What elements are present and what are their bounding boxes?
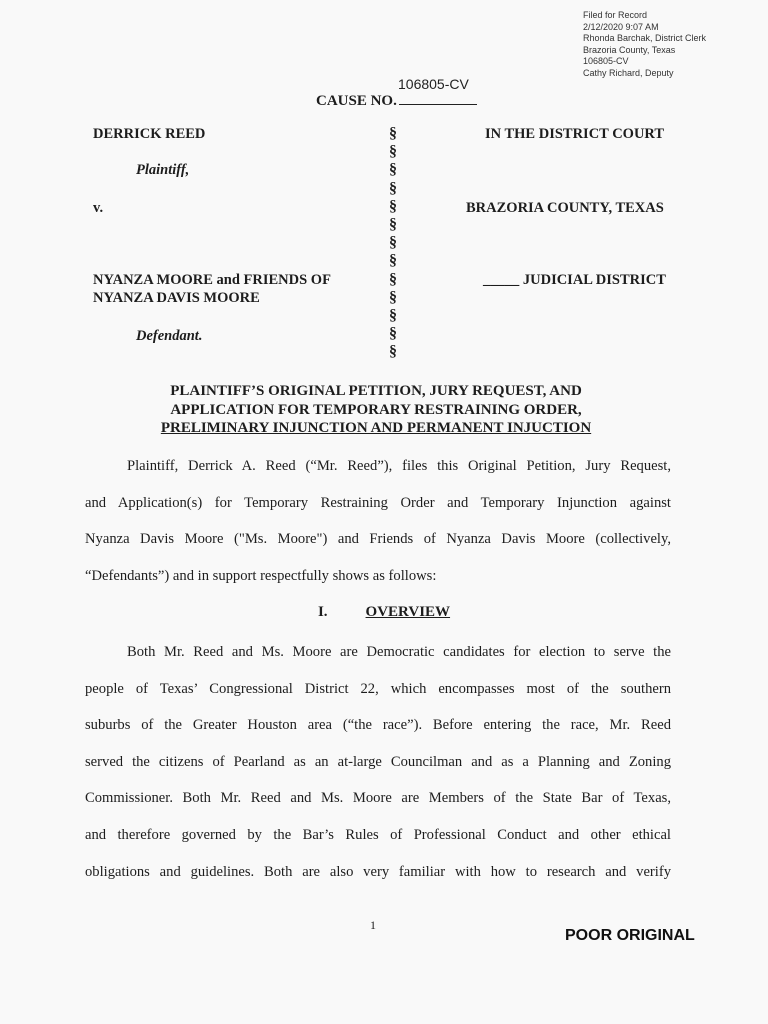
filing-stamp: [583, 10, 706, 79]
cause-label: CAUSE NO.: [316, 93, 397, 109]
defendant-line-2: NYANZA DAVIS MOORE: [93, 290, 260, 306]
defendant-line-1: NYANZA MOORE and FRIENDS OF: [93, 272, 331, 288]
paragraph-line: suburbs of the Greater Houston area (“the race”). Before entering the race, Mr. Reed: [85, 717, 671, 734]
section-symbol: §: [389, 270, 397, 288]
judicial-district: [483, 272, 666, 289]
section-symbol: §: [389, 161, 397, 179]
defendant-role: Defendant.: [136, 328, 203, 344]
section-heading-overview: [0, 604, 768, 621]
intro-paragraph: [85, 448, 671, 594]
section-symbol: §: [389, 343, 397, 361]
paragraph-line: obligations and guidelines. Both are also very familiar with how to research and verify: [85, 863, 671, 880]
county-name: BRAZORIA COUNTY, TEXAS: [466, 200, 664, 216]
paragraph-line: and Application(s) for Temporary Restraining Order and Temporary Injunction against: [85, 494, 671, 511]
section-symbol: §: [389, 125, 397, 142]
paragraph-line: people of Texas’ Congressional District 22, which encompasses most of the southern: [85, 680, 671, 697]
title-line-2: APPLICATION FOR TEMPORARY RESTRAINING ORDER,: [170, 401, 582, 418]
district-blank: _____: [483, 272, 520, 288]
title-line-1: PLAINTIFF’S ORIGINAL PETITION, JURY REQUEST, AND: [170, 383, 582, 399]
section-title: OVERVIEW: [365, 604, 451, 620]
section-symbol: §: [389, 215, 397, 233]
section-symbol: §: [389, 288, 397, 306]
section-symbol: §: [389, 325, 397, 343]
section-symbol: §: [389, 306, 397, 324]
section-symbol: §: [389, 179, 397, 197]
district-label: JUDICIAL DISTRICT: [522, 272, 666, 288]
section-symbol: §: [389, 252, 397, 270]
paragraph-line: Nyanza Davis Moore ("Ms. Moore") and Friends of Nyanza Davis Moore (collectively,: [85, 531, 671, 548]
plaintiff-name: DERRICK REED: [93, 126, 206, 142]
cause-label-line: [316, 91, 477, 110]
stamp-line: Filed for Record: [583, 10, 648, 20]
document-title: [100, 382, 652, 438]
section-symbol: §: [389, 197, 397, 215]
paragraph-line: Commissioner. Both Mr. Reed and Ms. Moore are Members of the State Bar of Texas,: [85, 790, 671, 807]
page-number: 1: [370, 918, 376, 932]
plaintiff-role: Plaintiff,: [136, 162, 190, 178]
paragraph-line: Both Mr. Reed and Ms. Moore are Democratic candidates for election to serve the: [127, 644, 671, 660]
versus: v.: [93, 200, 104, 216]
poor-original-stamp: POOR ORIGINAL: [565, 927, 695, 944]
stamp-line: 2/12/2020 9:07 AM: [583, 21, 659, 32]
court-name: IN THE DISTRICT COURT: [485, 126, 665, 142]
cause-number: 106805-CV: [398, 76, 469, 92]
stamp-line: Cathy Richard, Deputy: [583, 67, 674, 78]
section-symbol: §: [389, 234, 397, 252]
stamp-line: Rhonda Barchak, District Clerk: [583, 33, 707, 43]
section-symbol-column: [389, 125, 397, 361]
title-line-3: PRELIMINARY INJUNCTION AND PERMANENT INJUCTION: [160, 420, 592, 436]
cause-blank: [399, 91, 477, 105]
stamp-line: 106805-CV: [583, 56, 629, 66]
paragraph-line: and therefore governed by the Bar’s Rules of Professional Conduct and other ethical: [85, 826, 671, 843]
paragraph-line: Plaintiff, Derrick A. Reed (“Mr. Reed”), files this Original Petition, Jury Request,: [127, 458, 671, 474]
paragraph-line: “Defendants”) and in support respectfully shows as follows:: [85, 567, 437, 584]
section-symbol: §: [389, 143, 397, 161]
paragraph-line: served the citizens of Pearland as an at-large Councilman and as a Planning and Zoning: [85, 753, 671, 770]
overview-paragraph: [85, 634, 671, 890]
stamp-line: Brazoria County, Texas: [583, 44, 676, 55]
section-number: I.: [317, 604, 328, 620]
